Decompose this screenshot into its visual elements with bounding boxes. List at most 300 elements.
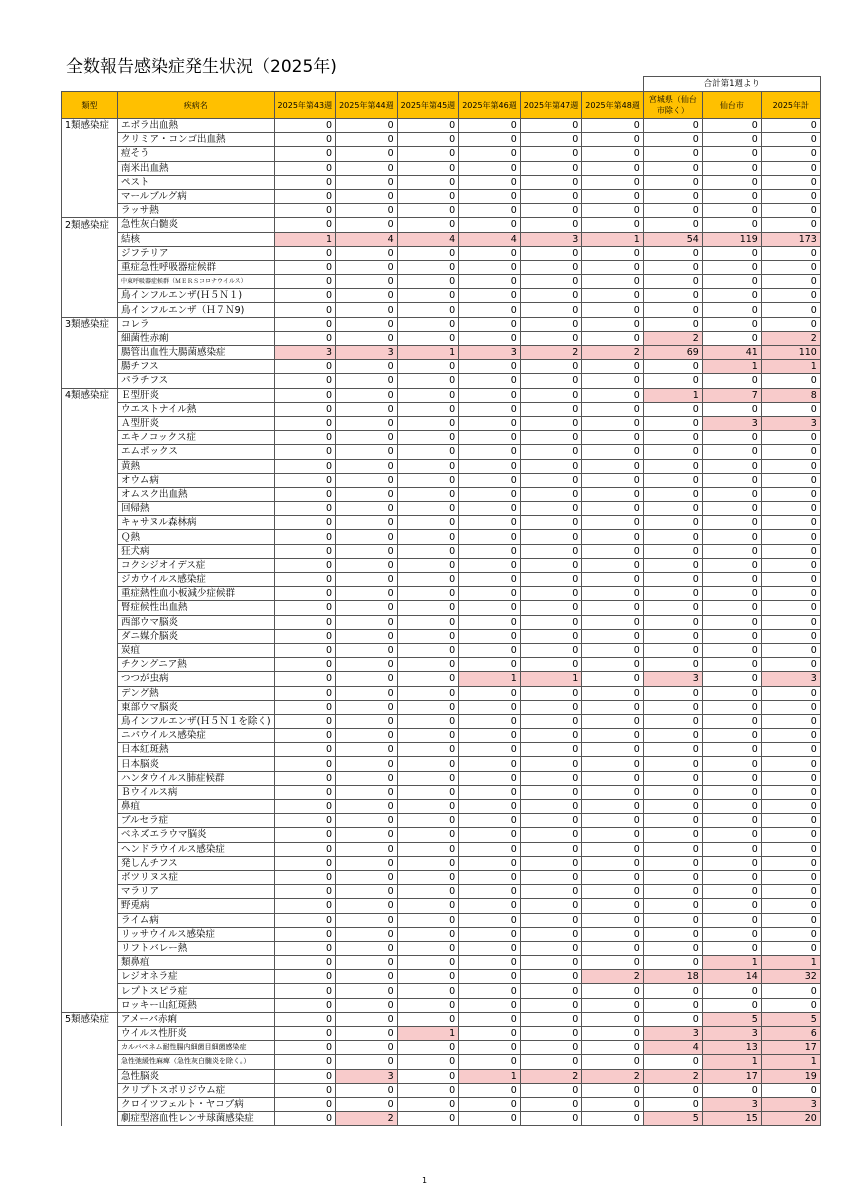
table-row: [62, 459, 821, 473]
value-cell: 0: [397, 856, 459, 870]
disease-name-cell: 急性灰白髄炎: [118, 218, 275, 232]
value-cell: 0: [702, 615, 761, 629]
value-cell: 0: [397, 672, 459, 686]
value-cell: 0: [459, 218, 521, 232]
value-cell: 0: [643, 601, 702, 615]
value-cell: 0: [702, 218, 761, 232]
value-cell: 0: [643, 913, 702, 927]
value-cell: 0: [702, 714, 761, 728]
value-cell: 0: [582, 331, 644, 345]
value-cell: 0: [643, 743, 702, 757]
value-cell: 0: [459, 175, 521, 189]
value-cell: 0: [274, 374, 336, 388]
value-cell: 0: [520, 870, 582, 884]
value-cell: 0: [761, 275, 820, 289]
value-cell: 0: [274, 672, 336, 686]
category-cell: [62, 700, 118, 714]
disease-name-cell: ダニ媒介脳炎: [118, 629, 275, 643]
value-cell: 1: [520, 672, 582, 686]
value-cell: 0: [643, 402, 702, 416]
disease-name-cell: 東部ウマ脳炎: [118, 700, 275, 714]
value-cell: 0: [582, 870, 644, 884]
table-row: [62, 587, 821, 601]
value-cell: 0: [702, 899, 761, 913]
value-cell: 0: [459, 530, 521, 544]
category-cell: [62, 445, 118, 459]
disease-name-cell: 鳥インフルエンザ（Ｈ７Ｎ9): [118, 303, 275, 317]
col-header-week: 2025年第47週: [520, 92, 582, 119]
value-cell: 1: [459, 672, 521, 686]
value-cell: 0: [274, 587, 336, 601]
value-cell: 0: [274, 260, 336, 274]
disease-name-cell: 劇症型溶血性レンサ球菌感染症: [118, 1112, 275, 1126]
value-cell: 0: [761, 729, 820, 743]
value-cell: 3: [702, 1027, 761, 1041]
value-cell: 0: [582, 842, 644, 856]
disease-name-cell: 腎症候性出血熱: [118, 601, 275, 615]
value-cell: 0: [397, 899, 459, 913]
value-cell: 0: [336, 487, 398, 501]
table-row: [62, 714, 821, 728]
value-cell: 0: [336, 913, 398, 927]
table-row: [62, 289, 821, 303]
value-cell: 0: [761, 870, 820, 884]
table-row: [62, 899, 821, 913]
value-cell: 0: [336, 814, 398, 828]
value-cell: 0: [643, 445, 702, 459]
value-cell: 0: [643, 785, 702, 799]
value-cell: 0: [397, 998, 459, 1012]
value-cell: 1: [702, 1055, 761, 1069]
value-cell: 0: [520, 147, 582, 161]
value-cell: 0: [274, 658, 336, 672]
disease-name-cell: ジフテリア: [118, 246, 275, 260]
value-cell: 0: [582, 1097, 644, 1111]
value-cell: 0: [761, 828, 820, 842]
value-cell: 0: [274, 1012, 336, 1026]
value-cell: 0: [702, 431, 761, 445]
value-cell: 3: [336, 346, 398, 360]
value-cell: 0: [582, 445, 644, 459]
category-cell: 1類感染症: [62, 119, 118, 133]
value-cell: 0: [520, 416, 582, 430]
value-cell: 0: [520, 1112, 582, 1126]
category-cell: [62, 502, 118, 516]
value-cell: 0: [459, 331, 521, 345]
value-cell: 0: [702, 686, 761, 700]
disease-name-cell: 腸チフス: [118, 360, 275, 374]
value-cell: 0: [582, 289, 644, 303]
value-cell: 0: [582, 629, 644, 643]
value-cell: 0: [459, 119, 521, 133]
value-cell: 0: [274, 275, 336, 289]
value-cell: 0: [274, 700, 336, 714]
value-cell: 0: [643, 956, 702, 970]
value-cell: 0: [336, 1097, 398, 1111]
value-cell: 0: [397, 246, 459, 260]
value-cell: 1: [702, 956, 761, 970]
table-row: [62, 275, 821, 289]
value-cell: 0: [761, 913, 820, 927]
value-cell: 0: [520, 1041, 582, 1055]
value-cell: 0: [761, 686, 820, 700]
value-cell: 0: [397, 473, 459, 487]
disease-name-cell: 南米出血熱: [118, 161, 275, 175]
value-cell: 0: [274, 175, 336, 189]
disease-name-cell: 黄熱: [118, 459, 275, 473]
value-cell: 0: [582, 374, 644, 388]
table-row: [62, 487, 821, 501]
category-cell: [62, 757, 118, 771]
value-cell: 0: [761, 431, 820, 445]
table-row: [62, 530, 821, 544]
value-cell: 0: [582, 189, 644, 203]
value-cell: 0: [397, 686, 459, 700]
value-cell: 0: [520, 899, 582, 913]
value-cell: 0: [274, 1041, 336, 1055]
value-cell: 0: [761, 473, 820, 487]
disease-name-cell: 中東呼吸器症候群（ＭＥＲＳコロナウイルス）: [118, 275, 275, 289]
value-cell: 0: [582, 941, 644, 955]
value-cell: 0: [643, 119, 702, 133]
table-row: [62, 402, 821, 416]
value-cell: 0: [702, 189, 761, 203]
table-row: [62, 743, 821, 757]
value-cell: 0: [582, 913, 644, 927]
value-cell: 0: [582, 260, 644, 274]
value-cell: 0: [397, 587, 459, 601]
value-cell: 0: [336, 260, 398, 274]
table-row: [62, 360, 821, 374]
value-cell: 0: [582, 204, 644, 218]
value-cell: 0: [397, 743, 459, 757]
value-cell: 0: [336, 615, 398, 629]
value-cell: 0: [459, 629, 521, 643]
value-cell: 0: [761, 289, 820, 303]
value-cell: 1: [761, 956, 820, 970]
value-cell: 0: [459, 416, 521, 430]
value-cell: 0: [397, 289, 459, 303]
value-cell: 0: [459, 1041, 521, 1055]
value-cell: 0: [761, 502, 820, 516]
value-cell: 0: [702, 558, 761, 572]
value-cell: 0: [582, 487, 644, 501]
value-cell: 0: [459, 956, 521, 970]
value-cell: 0: [520, 714, 582, 728]
value-cell: 0: [702, 757, 761, 771]
disease-name-cell: 鳥インフルエンザ(Ｈ５Ｎ１): [118, 289, 275, 303]
value-cell: 17: [702, 1069, 761, 1083]
value-cell: 0: [761, 629, 820, 643]
value-cell: 0: [582, 317, 644, 331]
value-cell: 0: [336, 771, 398, 785]
value-cell: 0: [702, 119, 761, 133]
value-cell: 0: [397, 573, 459, 587]
value-cell: 0: [336, 643, 398, 657]
value-cell: 0: [459, 275, 521, 289]
value-cell: 0: [397, 388, 459, 402]
value-cell: 0: [761, 558, 820, 572]
value-cell: 0: [274, 771, 336, 785]
value-cell: 0: [582, 828, 644, 842]
value-cell: 0: [459, 885, 521, 899]
table-row: [62, 814, 821, 828]
value-cell: 0: [582, 402, 644, 416]
category-cell: [62, 771, 118, 785]
table-body: [62, 119, 821, 1126]
value-cell: 0: [459, 161, 521, 175]
value-cell: 0: [274, 899, 336, 913]
value-cell: 0: [397, 360, 459, 374]
value-cell: 0: [336, 800, 398, 814]
value-cell: 0: [336, 700, 398, 714]
category-cell: [62, 133, 118, 147]
value-cell: 0: [520, 303, 582, 317]
value-cell: 0: [582, 416, 644, 430]
value-cell: 3: [761, 1097, 820, 1111]
category-cell: [62, 544, 118, 558]
value-cell: 17: [761, 1041, 820, 1055]
value-cell: 0: [274, 743, 336, 757]
value-cell: 0: [459, 573, 521, 587]
disease-name-cell: 回帰熱: [118, 502, 275, 516]
disease-name-cell: マラリア: [118, 885, 275, 899]
value-cell: 0: [761, 757, 820, 771]
value-cell: 0: [397, 331, 459, 345]
value-cell: 0: [643, 998, 702, 1012]
value-cell: 0: [643, 260, 702, 274]
value-cell: 0: [520, 218, 582, 232]
value-cell: 1: [274, 232, 336, 246]
disease-name-cell: 重症熱性血小板減少症候群: [118, 587, 275, 601]
value-cell: 0: [397, 601, 459, 615]
value-cell: 0: [761, 941, 820, 955]
table-row: [62, 970, 821, 984]
value-cell: 0: [761, 587, 820, 601]
table-row: [62, 1027, 821, 1041]
category-cell: [62, 147, 118, 161]
value-cell: 13: [702, 1041, 761, 1055]
value-cell: 0: [459, 246, 521, 260]
value-cell: 119: [702, 232, 761, 246]
value-cell: 0: [274, 941, 336, 955]
value-cell: 2: [643, 331, 702, 345]
value-cell: 0: [397, 885, 459, 899]
value-cell: 0: [761, 1083, 820, 1097]
value-cell: 0: [582, 431, 644, 445]
value-cell: 0: [459, 700, 521, 714]
disease-name-cell: 日本脳炎: [118, 757, 275, 771]
disease-name-cell: Ａ型肝炎: [118, 416, 275, 430]
value-cell: 5: [643, 1112, 702, 1126]
table-row: [62, 544, 821, 558]
value-cell: 14: [702, 970, 761, 984]
value-cell: 0: [582, 502, 644, 516]
value-cell: 0: [643, 175, 702, 189]
value-cell: 0: [702, 842, 761, 856]
value-cell: 0: [397, 927, 459, 941]
category-cell: [62, 246, 118, 260]
value-cell: 0: [643, 218, 702, 232]
value-cell: 0: [643, 516, 702, 530]
value-cell: 0: [459, 317, 521, 331]
value-cell: 0: [336, 941, 398, 955]
value-cell: 0: [520, 743, 582, 757]
value-cell: 0: [274, 757, 336, 771]
value-cell: 0: [520, 729, 582, 743]
disease-name-cell: 急性弛緩性麻痺（急性灰白髄炎を除く。）: [118, 1055, 275, 1069]
value-cell: 0: [643, 1055, 702, 1069]
category-cell: [62, 473, 118, 487]
category-cell: [62, 658, 118, 672]
category-cell: [62, 672, 118, 686]
value-cell: 0: [582, 743, 644, 757]
disease-name-cell: 鼻疽: [118, 800, 275, 814]
value-cell: 0: [520, 119, 582, 133]
value-cell: 0: [459, 927, 521, 941]
value-cell: 0: [274, 984, 336, 998]
value-cell: 0: [643, 416, 702, 430]
value-cell: 0: [459, 388, 521, 402]
disease-name-cell: ハンタウイルス肺症候群: [118, 771, 275, 785]
value-cell: 0: [397, 204, 459, 218]
value-cell: 0: [582, 246, 644, 260]
value-cell: 0: [459, 147, 521, 161]
value-cell: 0: [520, 700, 582, 714]
col-header-week: 2025年第44週: [336, 92, 398, 119]
value-cell: 0: [582, 658, 644, 672]
value-cell: 0: [582, 927, 644, 941]
value-cell: 0: [702, 743, 761, 757]
value-cell: 0: [520, 970, 582, 984]
col-header-week: 2025年第46週: [459, 92, 521, 119]
table-row: [62, 218, 821, 232]
table-row: [62, 346, 821, 360]
table-row: [62, 601, 821, 615]
value-cell: 0: [397, 1112, 459, 1126]
category-cell: [62, 1027, 118, 1041]
category-cell: [62, 714, 118, 728]
value-cell: 3: [702, 416, 761, 430]
table-row: [62, 445, 821, 459]
value-cell: 0: [520, 601, 582, 615]
disease-name-cell: リフトバレー熱: [118, 941, 275, 955]
cumulative-header: 合計第1週より: [643, 77, 820, 92]
value-cell: 0: [761, 544, 820, 558]
category-cell: [62, 643, 118, 657]
value-cell: 0: [702, 998, 761, 1012]
value-cell: 0: [397, 445, 459, 459]
value-cell: 0: [761, 842, 820, 856]
value-cell: 0: [761, 814, 820, 828]
value-cell: 0: [643, 246, 702, 260]
value-cell: 0: [702, 317, 761, 331]
header-row: [62, 92, 821, 119]
value-cell: 0: [520, 317, 582, 331]
value-cell: 0: [582, 757, 644, 771]
value-cell: 0: [336, 431, 398, 445]
value-cell: 0: [459, 601, 521, 615]
disease-name-cell: クロイツフェルト・ヤコブ病: [118, 1097, 275, 1111]
value-cell: 0: [582, 119, 644, 133]
value-cell: 0: [520, 516, 582, 530]
value-cell: 0: [582, 856, 644, 870]
value-cell: 0: [520, 643, 582, 657]
table-row: [62, 842, 821, 856]
disease-name-cell: デング熱: [118, 686, 275, 700]
value-cell: 0: [582, 700, 644, 714]
disease-name-cell: キャサヌル森林病: [118, 516, 275, 530]
value-cell: 0: [274, 1055, 336, 1069]
value-cell: 0: [643, 757, 702, 771]
value-cell: 1: [582, 232, 644, 246]
value-cell: 1: [397, 346, 459, 360]
table-row: [62, 984, 821, 998]
category-cell: [62, 800, 118, 814]
value-cell: 0: [520, 275, 582, 289]
value-cell: 0: [274, 686, 336, 700]
value-cell: 0: [702, 870, 761, 884]
value-cell: 0: [459, 899, 521, 913]
value-cell: 0: [520, 998, 582, 1012]
value-cell: 0: [274, 1083, 336, 1097]
value-cell: 0: [582, 729, 644, 743]
value-cell: 0: [582, 530, 644, 544]
value-cell: 0: [397, 416, 459, 430]
value-cell: 0: [397, 771, 459, 785]
value-cell: 0: [459, 913, 521, 927]
value-cell: 0: [643, 133, 702, 147]
value-cell: 8: [761, 388, 820, 402]
value-cell: 0: [459, 658, 521, 672]
value-cell: 0: [336, 870, 398, 884]
value-cell: 0: [397, 643, 459, 657]
table-row: [62, 870, 821, 884]
value-cell: 0: [459, 729, 521, 743]
value-cell: 0: [459, 459, 521, 473]
value-cell: 0: [582, 672, 644, 686]
disease-name-cell: 日本紅斑熱: [118, 743, 275, 757]
table-row: [62, 1069, 821, 1083]
value-cell: 0: [336, 984, 398, 998]
category-cell: [62, 984, 118, 998]
value-cell: 0: [582, 1027, 644, 1041]
value-cell: 0: [397, 814, 459, 828]
value-cell: 0: [702, 814, 761, 828]
value-cell: 0: [274, 360, 336, 374]
value-cell: 0: [336, 530, 398, 544]
value-cell: 0: [702, 1083, 761, 1097]
value-cell: 0: [336, 785, 398, 799]
value-cell: 0: [336, 516, 398, 530]
value-cell: 0: [761, 516, 820, 530]
value-cell: 0: [761, 303, 820, 317]
value-cell: 0: [520, 757, 582, 771]
value-cell: 0: [336, 147, 398, 161]
value-cell: 0: [520, 289, 582, 303]
value-cell: 0: [702, 984, 761, 998]
value-cell: 1: [761, 360, 820, 374]
value-cell: 0: [397, 218, 459, 232]
value-cell: 0: [702, 374, 761, 388]
value-cell: 0: [702, 629, 761, 643]
value-cell: 0: [397, 970, 459, 984]
value-cell: 0: [459, 870, 521, 884]
disease-name-cell: 鳥インフルエンザ(Ｈ５Ｎ１を除く): [118, 714, 275, 728]
value-cell: 0: [643, 459, 702, 473]
value-cell: 0: [274, 927, 336, 941]
value-cell: 0: [274, 558, 336, 572]
